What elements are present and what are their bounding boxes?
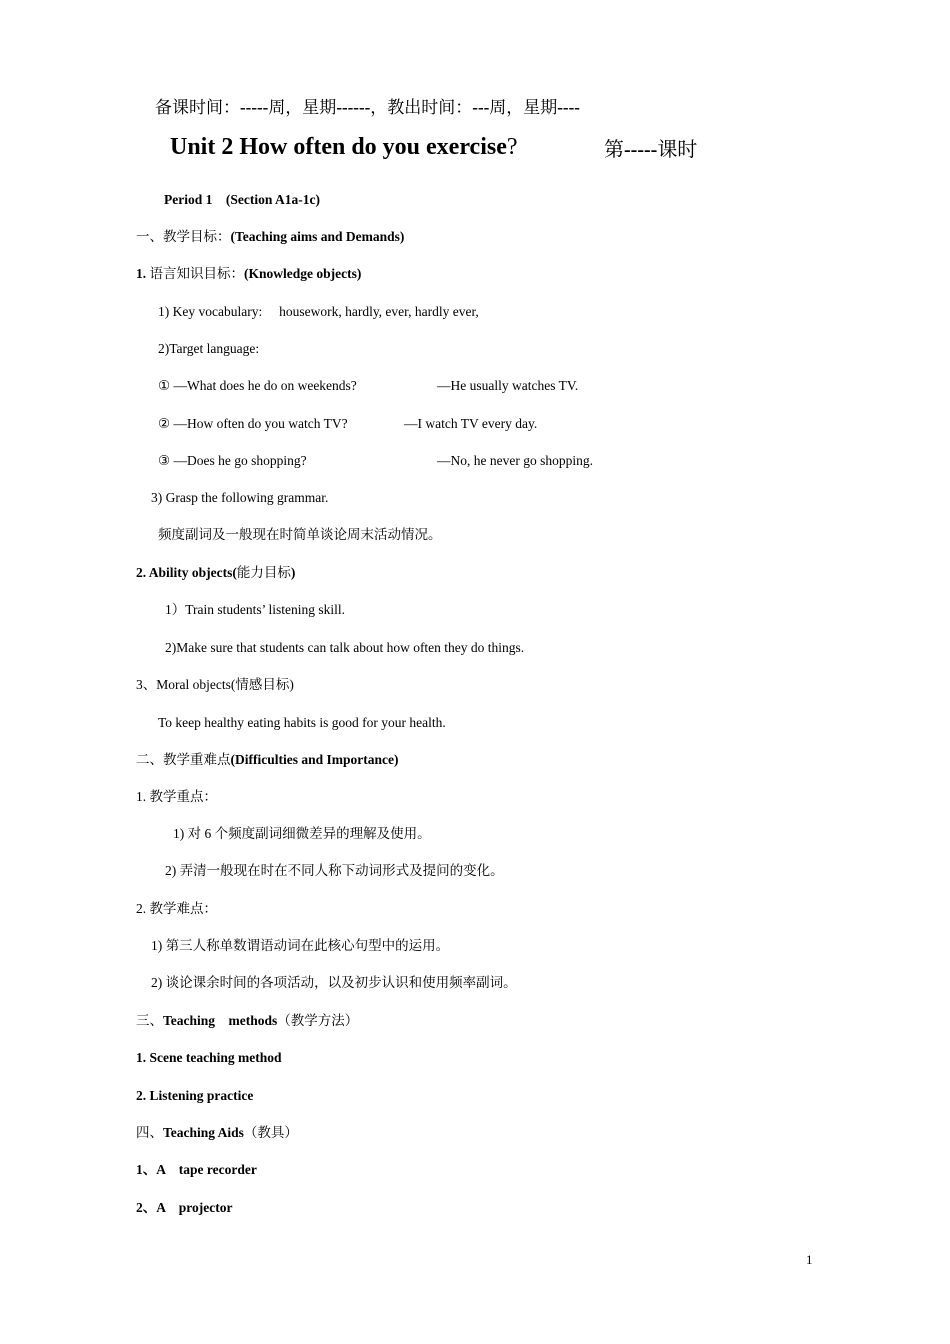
teaching-aims-heading-cn: 一、教学目标： xyxy=(136,229,231,244)
period-blank: ----- xyxy=(624,139,658,161)
title-question-mark: ? xyxy=(506,134,518,160)
moral-item-1: To keep healthy eating habits is good for your health. xyxy=(158,715,446,730)
teach-week-label: 周，星期 xyxy=(489,98,558,117)
ability-objects-heading xyxy=(136,564,295,582)
teach-label: ，教出时间： xyxy=(370,98,473,117)
method-1: 1. Scene teaching method xyxy=(136,1050,282,1065)
key-vocabulary: 1) Key vocabulary: housework, hardly, ever, hardly ever, xyxy=(158,304,479,319)
difficult-point-1: 1) 第三人称单数谓语动词在此核心句型中的运用。 xyxy=(151,938,450,953)
ability-close: ) xyxy=(290,565,296,580)
ability-en: 2. Ability objects( xyxy=(136,565,237,580)
dialogue-3-question: ③ —Does he go shopping? xyxy=(158,453,307,468)
ability-item-1: 1）Train students’ listening skill. xyxy=(165,602,346,617)
title-text: Unit 2 How often do you exercise xyxy=(170,134,507,160)
aids-heading-en: Teaching Aids xyxy=(163,1125,244,1140)
dialogue-1-question: ① —What does he do on weekends? xyxy=(158,378,357,393)
moral-objects-heading: 3、Moral objects(情感目标) xyxy=(136,677,294,692)
key-point-1: 1) 对 6 个频度副词细微差异的理解及使用。 xyxy=(173,826,431,841)
dialogue-3-answer: —No, he never go shopping. xyxy=(437,453,593,468)
aids-heading-cn2: （教具） xyxy=(243,1125,298,1140)
aid-1-num: 1、 xyxy=(136,1162,157,1177)
difficulties-heading xyxy=(136,751,398,769)
difficult-point-2: 2) 谈论课余时间的各项活动，以及初步认识和使用频率副词。 xyxy=(151,975,517,990)
dialogue-2-answer: —I watch TV every day. xyxy=(404,416,538,431)
key-point-2: 2) 弄清一般现在时在不同人称下动词形式及提问的变化。 xyxy=(165,863,504,878)
methods-heading-cn: 三、 xyxy=(136,1013,163,1028)
teaching-aids-heading xyxy=(136,1124,298,1142)
aid-1-text: A tape recorder xyxy=(156,1162,257,1177)
difficulties-heading-cn: 二、教学重难点 xyxy=(136,752,231,767)
period-suffix: 课时 xyxy=(657,139,698,161)
section-title: Period 1 (Section A1a-1c) xyxy=(164,192,320,207)
prep-label: 备课时间： xyxy=(155,98,240,117)
period-prefix: 第 xyxy=(604,139,624,161)
prep-time-line xyxy=(155,97,580,119)
difficulties-heading-en: (Difficulties and Importance) xyxy=(230,752,399,767)
method-2: 2. Listening practice xyxy=(136,1088,254,1103)
teach-week-blank: --- xyxy=(472,98,490,117)
prep-day-blank: ------ xyxy=(336,98,371,117)
ability-cn: 能力目标 xyxy=(236,565,291,580)
page-number: 1 xyxy=(806,1252,813,1267)
lesson-period-number xyxy=(604,137,697,163)
prep-week-blank: ----- xyxy=(240,98,269,117)
ability-item-2: 2)Make sure that students can talk about how often they do things. xyxy=(165,640,525,655)
target-language-label: 2)Target language: xyxy=(158,341,260,356)
prep-week-label: 周，星期 xyxy=(268,98,337,117)
knowledge-en: (Knowledge objects) xyxy=(244,266,362,281)
knowledge-num: 1. xyxy=(136,266,147,281)
knowledge-cn: 语言知识目标： xyxy=(149,266,244,281)
teaching-methods-heading xyxy=(136,1012,358,1030)
grammar-item: 3) Grasp the following grammar. xyxy=(151,490,329,505)
dialogue-2-question: ② —How often do you watch TV? xyxy=(158,416,348,431)
difficult-points-heading: 2. 教学难点： xyxy=(136,901,217,916)
methods-heading-en: Teaching methods xyxy=(163,1013,278,1028)
aids-heading-cn: 四、 xyxy=(136,1125,163,1140)
teaching-aims-heading xyxy=(136,228,404,246)
key-points-heading: 1. 教学重点： xyxy=(136,789,217,804)
teaching-aims-heading-en: (Teaching aims and Demands) xyxy=(230,229,405,244)
aid-2 xyxy=(136,1199,232,1217)
aid-1 xyxy=(136,1161,257,1179)
aid-2-text: A projector xyxy=(156,1200,233,1215)
knowledge-objects-heading xyxy=(136,265,361,283)
grammar-description: 频度副词及一般现在时简单谈论周末活动情况。 xyxy=(158,527,442,542)
aid-2-num: 2、 xyxy=(136,1200,157,1215)
teach-day-blank: ---- xyxy=(557,98,580,117)
dialogue-1-answer: —He usually watches TV. xyxy=(437,378,579,393)
methods-heading-cn2: （教学方法） xyxy=(277,1013,359,1028)
page-title xyxy=(170,132,518,162)
